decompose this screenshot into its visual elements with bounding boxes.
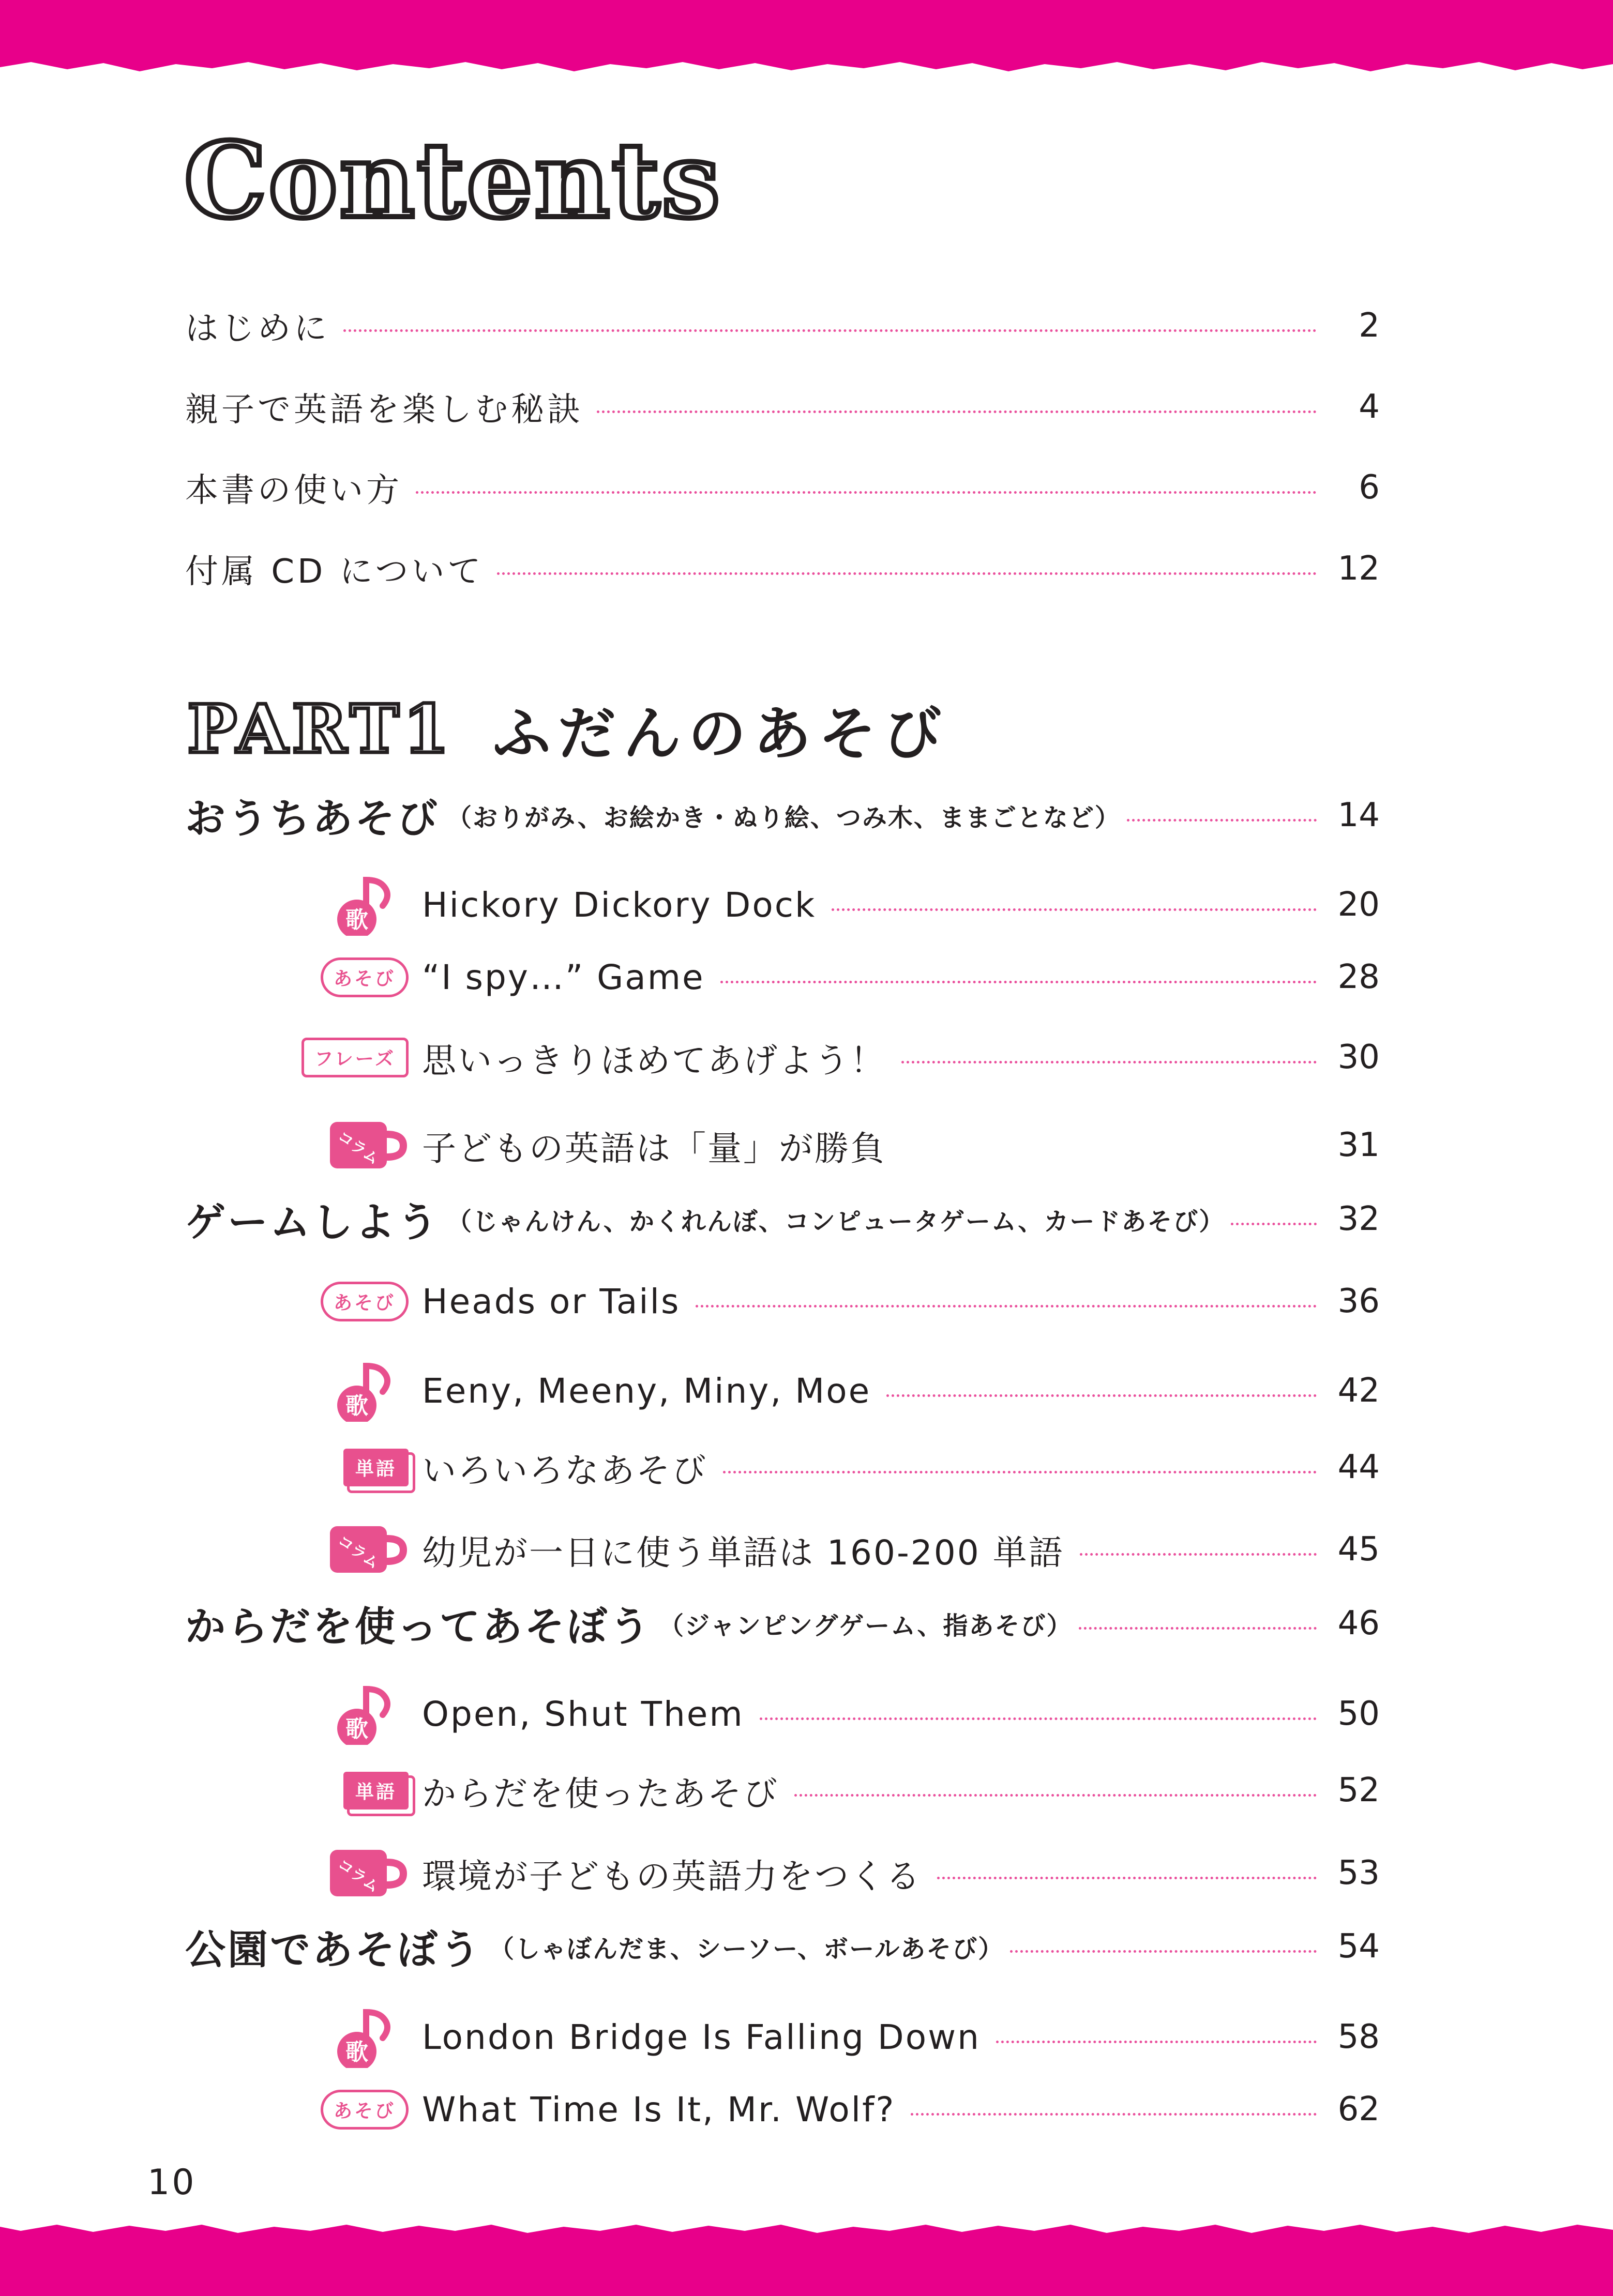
dot-leader: [832, 908, 1317, 911]
item-label: Eeny, Meeny, Miny, Moe: [422, 1371, 871, 1411]
word-icon: [290, 1436, 409, 1498]
column-icon-label: コラム: [334, 1855, 383, 1897]
top-pink-band: [0, 0, 1613, 62]
part-tag: PART1: [187, 690, 454, 768]
section-row-park-play[interactable]: [185, 1918, 1380, 1975]
section-page: 46: [1337, 1604, 1380, 1643]
dot-leader: [1079, 1627, 1317, 1630]
dot-leader: [886, 1394, 1317, 1397]
section-title: おうちあそび: [185, 796, 440, 842]
dot-leader: [1010, 1950, 1317, 1953]
toc-row-page: 6: [1359, 468, 1380, 507]
dot-leader: [416, 491, 1317, 494]
toc-item[interactable]: [290, 1436, 1380, 1498]
dot-leader: [343, 329, 1317, 332]
song-icon: [290, 874, 409, 936]
toc-row-label: はじめに: [185, 310, 330, 348]
section-note: （ジャンピングゲーム、指あそび）: [659, 1611, 1073, 1640]
play-tag-label: あそび: [321, 957, 409, 997]
toc-row-intro[interactable]: [185, 300, 1380, 352]
dot-leader: [1080, 1553, 1317, 1556]
section-page: 32: [1337, 1200, 1380, 1238]
play-icon: [290, 946, 409, 1008]
phrase-tag-label: フレーズ: [302, 1038, 409, 1077]
item-label: Open, Shut Them: [422, 1694, 744, 1734]
toc-row-label: 親子で英語を楽しむ秘訣: [185, 391, 583, 429]
toc-item[interactable]: [290, 946, 1380, 1008]
dot-leader: [794, 1794, 1317, 1797]
dot-leader: [996, 2041, 1317, 2043]
play-icon: [290, 2078, 409, 2140]
item-label: いろいろなあそび: [422, 1450, 707, 1491]
column-icon-label: コラム: [334, 1531, 383, 1573]
item-label: What Time Is It, Mr. Wolf?: [422, 2089, 896, 2130]
item-page: 44: [1337, 1448, 1380, 1486]
toc-item[interactable]: [290, 2006, 1380, 2068]
toc-row-secrets[interactable]: [185, 381, 1380, 433]
toc-item[interactable]: [290, 1270, 1380, 1332]
item-page: 50: [1337, 1695, 1380, 1733]
dot-leader: [911, 2113, 1317, 2116]
column-icon: [290, 1842, 409, 1904]
top-band-torn-edge: [0, 57, 1613, 78]
column-icon: [290, 1518, 409, 1580]
toc-item[interactable]: [290, 874, 1380, 936]
song-icon: [290, 1683, 409, 1745]
play-icon: [290, 1270, 409, 1332]
dot-leader: [1231, 1223, 1317, 1225]
toc-item[interactable]: [290, 2078, 1380, 2140]
item-page: 28: [1337, 958, 1380, 996]
section-title: ゲームしよう: [185, 1199, 440, 1246]
dot-leader: [497, 572, 1317, 575]
dot-leader: [760, 1717, 1317, 1720]
item-page: 36: [1337, 1282, 1380, 1320]
toc-item[interactable]: [290, 1518, 1380, 1580]
item-page: 52: [1337, 1771, 1380, 1810]
item-page: 58: [1337, 2018, 1380, 2056]
column-icon: [290, 1114, 409, 1176]
toc-item[interactable]: [290, 1759, 1380, 1821]
song-icon-label: 歌: [345, 1716, 368, 1742]
play-tag-label: あそび: [321, 2090, 409, 2130]
section-title: からだを使ってあそぼう: [185, 1604, 652, 1650]
item-label: からだを使ったあそび: [422, 1773, 779, 1814]
part-heading: [187, 688, 949, 771]
item-label: 幼児が一日に使う単語は 160-200 単語: [422, 1532, 1064, 1573]
toc-row-page: 12: [1337, 550, 1380, 588]
dot-leader: [901, 1061, 1317, 1063]
toc-item[interactable]: [290, 1842, 1380, 1904]
phrase-icon: [290, 1026, 409, 1088]
column-icon-label: コラム: [334, 1127, 383, 1169]
toc-item[interactable]: [290, 1360, 1380, 1422]
item-label: Hickory Dickory Dock: [422, 885, 817, 925]
bottom-band-torn-edge: [0, 2218, 1613, 2239]
song-icon-label: 歌: [345, 907, 368, 933]
toc-row-cd[interactable]: [185, 543, 1380, 595]
dot-leader: [937, 1877, 1317, 1879]
toc-row-label: 本書の使い方: [185, 472, 402, 510]
word-icon: [290, 1759, 409, 1821]
song-icon: [290, 1360, 409, 1422]
dot-leader: [696, 1305, 1317, 1307]
song-icon-label: 歌: [345, 2039, 368, 2065]
section-page: 14: [1337, 796, 1380, 834]
dot-leader: [1127, 819, 1317, 822]
section-note: （しゃぼんだま、シーソー、ボールあそび）: [489, 1934, 1004, 1964]
song-icon: [290, 2006, 409, 2068]
play-tag-label: あそび: [321, 1282, 409, 1321]
section-title: 公園であそぼう: [185, 1927, 483, 1973]
song-icon-label: 歌: [345, 1393, 368, 1419]
toc-item[interactable]: [290, 1114, 1380, 1176]
part-name: ふだんのあそび: [492, 701, 949, 768]
item-label: Heads or Tails: [422, 1281, 681, 1321]
item-page: 30: [1337, 1038, 1380, 1076]
item-page: 20: [1337, 886, 1380, 924]
bottom-pink-band: [0, 2234, 1613, 2296]
dot-leader: [597, 410, 1317, 413]
toc-row-page: 4: [1359, 388, 1380, 426]
section-row-body-play[interactable]: [185, 1595, 1380, 1652]
word-tag-label: 単語: [343, 1449, 409, 1486]
contents-title: Contents: [184, 120, 722, 241]
item-page: 31: [1337, 1126, 1380, 1164]
item-page: 62: [1337, 2090, 1380, 2128]
toc-item[interactable]: [290, 1026, 1380, 1088]
dot-leader: [720, 981, 1317, 983]
item-label: “I spy…” Game: [422, 957, 705, 997]
toc-row-label: 付属 CD について: [185, 553, 484, 591]
section-note: （じゃんけん、かくれんぼ、コンピュータゲーム、カードあそび）: [447, 1207, 1225, 1236]
section-page: 54: [1337, 1927, 1380, 1966]
section-row-indoor-play[interactable]: [185, 787, 1380, 844]
toc-row-how-to-use[interactable]: [185, 462, 1380, 513]
item-label: 思いっきりほめてあげよう！: [422, 1040, 886, 1081]
item-page: 53: [1337, 1854, 1380, 1892]
item-label: 環境が子どもの英語力をつくる: [422, 1856, 922, 1896]
item-page: 45: [1337, 1530, 1380, 1569]
item-page: 42: [1337, 1372, 1380, 1410]
section-note: （おりがみ、お絵かき・ぬり絵、つみ木、ままごとなど）: [447, 803, 1121, 832]
toc-row-page: 2: [1359, 307, 1380, 345]
item-label: 子どもの英語は「量」が勝負: [422, 1128, 886, 1168]
word-tag-label: 単語: [343, 1772, 409, 1810]
dot-leader: [723, 1471, 1317, 1473]
page-number: 10: [147, 2162, 197, 2203]
toc-item[interactable]: [290, 1683, 1380, 1745]
section-row-games[interactable]: [185, 1191, 1380, 1248]
item-label: London Bridge Is Falling Down: [422, 2017, 981, 2057]
